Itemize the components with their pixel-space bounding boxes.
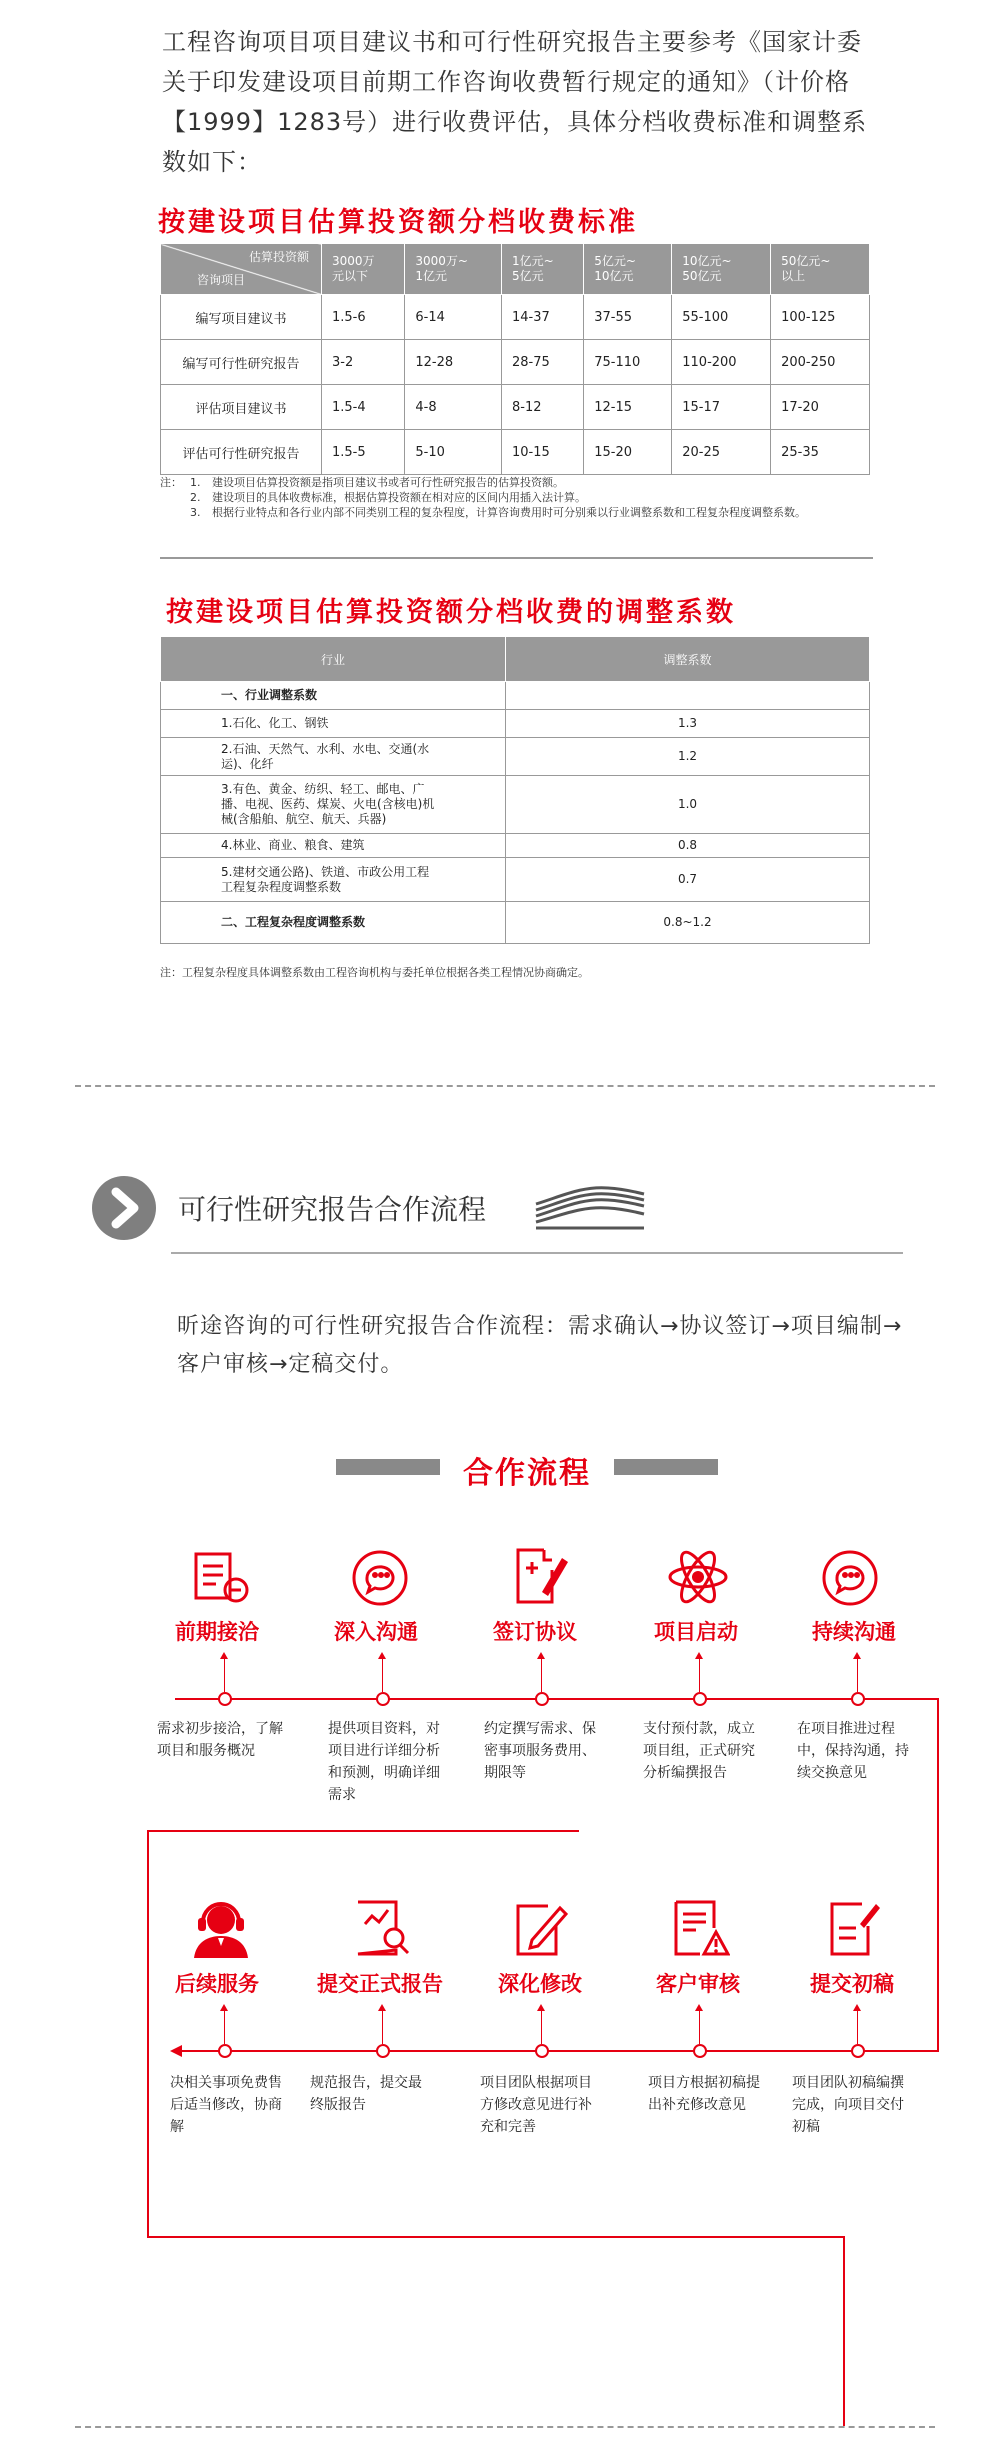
adjustment-note: 注：工程复杂程度具体调整系数由工程咨询机构与委托单位根据各类工程情况协商确定。: [160, 966, 589, 979]
step-label: 提交初稿: [810, 1972, 894, 1996]
table-cell: 15-20: [584, 430, 672, 475]
step-description: 项目团队初稿编撰完成，向项目交付初稿: [792, 2075, 904, 2135]
step-description: 提供项目资料，对项目进行详细分析和预测，明确详细需求: [328, 1721, 440, 1803]
row-label: 评估项目建议书: [161, 385, 322, 430]
timeline-line: [147, 1830, 149, 2238]
step-label: 深化修改: [498, 1972, 582, 1996]
row-label: 编写项目建议书: [161, 295, 322, 340]
row-label: 编写可行性研究报告: [161, 340, 322, 385]
note-row: 3. 根据行业特点和各行业内部不同类别工程的复杂程度，计算咨询费用时可分别乘以行业调整系数和工程复杂程度调整系数。: [190, 506, 806, 519]
step-label: 提交正式报告: [317, 1972, 443, 1996]
arrow-up-icon: [224, 1658, 225, 1692]
timeline-line: [147, 2236, 845, 2238]
timeline-node: [376, 2044, 390, 2058]
flow-title: 合作流程: [463, 1456, 591, 1491]
note-row: 2. 建设项目的具体收费标准，根据估算投资额在相对应的区间内用插入法计算。: [190, 491, 586, 504]
table-cell: 8-12: [501, 385, 583, 430]
step-label: 项目启动: [654, 1620, 738, 1644]
table-row: 3.有色、黄金、纺织、轻工、邮电、广播、电视、医药、煤炭、火电(含核电)机械(含船舶、航空、航天、兵器) 1.0: [161, 776, 870, 834]
timeline-node: [535, 2044, 549, 2058]
table-cell: 10-15: [501, 430, 583, 475]
table-header-row: [161, 637, 870, 682]
column-header: 5亿元~ 10亿元: [584, 244, 672, 295]
table-cell: 1.5-6: [322, 295, 405, 340]
cooperation-title: 可行性研究报告合作流程: [178, 1193, 487, 1226]
intro-paragraph: 工程咨询项目项目建议书和可行性研究报告主要参考《国家计委关于印发建设项目前期工作咨询收费暂行规定的通知》（计价格【1999】1283号）进行收费评估，具体分档收费标准和调整系数如下：: [162, 28, 868, 176]
step-label: 客户审核: [656, 1972, 740, 1996]
table-row: 4.林业、商业、粮食、建筑 0.8: [161, 834, 870, 858]
report-search-icon: [352, 1898, 412, 1960]
table-cell: 12-28: [405, 340, 502, 385]
arrow-up-icon: [857, 1658, 858, 1692]
column-header: 3000万 元以下: [322, 244, 405, 295]
column-header: 1亿元~ 5亿元: [501, 244, 583, 295]
arrow-up-icon: [382, 2010, 383, 2044]
row-label: 评估可行性研究报告: [161, 430, 322, 475]
step-label: 签订协议: [493, 1620, 577, 1644]
arrow-up-icon: [541, 1658, 542, 1692]
step-label: 持续沟通: [812, 1620, 896, 1644]
table-row: 1.石化、化工、钢铁 1.3: [161, 710, 870, 738]
timeline-node: [218, 2044, 232, 2058]
contract-edit-icon: [512, 1546, 568, 1608]
table-cell: 3-2: [322, 340, 405, 385]
draft-submit-icon: [826, 1898, 882, 1960]
step-description: 决相关事项免费售后适当修改，协商解: [170, 2075, 282, 2135]
timeline-node: [693, 2044, 707, 2058]
arrow-up-icon: [857, 2010, 858, 2044]
step-description: 在项目推进过程中，保持沟通，持续交换意见: [797, 1721, 909, 1781]
column-header: 50亿元~ 以上: [771, 244, 870, 295]
fee-standard-title: 按建设项目估算投资额分档收费标准: [158, 207, 638, 238]
notes-label: 注：: [160, 476, 182, 489]
corner-bottom-label: 咨询项目: [197, 273, 246, 287]
table-cell: 200-250: [771, 340, 870, 385]
dashed-divider: [75, 2426, 935, 2428]
column-header: 10亿元~ 50亿元: [672, 244, 771, 295]
table-row: [161, 295, 870, 340]
step-description: 规范报告，提交最终版报告: [310, 2075, 422, 2113]
corner-top-label: 估算投资额: [248, 250, 309, 264]
step-label: 前期接洽: [175, 1620, 259, 1644]
chat-bubble-icon: [820, 1548, 880, 1608]
table-row: [161, 340, 870, 385]
review-warning-icon: [670, 1898, 730, 1960]
step-description: 需求初步接洽，了解项目和服务概况: [157, 1721, 283, 1759]
arrow-up-icon: [699, 2010, 700, 2044]
timeline-line: [843, 2236, 845, 2426]
arrow-up-icon: [699, 1658, 700, 1692]
step-label: 后续服务: [175, 1972, 259, 1996]
table-cell: 110-200: [672, 340, 771, 385]
table-cell: 28-75: [501, 340, 583, 385]
column-header: 行业: [161, 637, 506, 682]
note-row: 注： 1. 建设项目估算投资额是指项目建议书或者可行性研究报告的估算投资额。: [160, 476, 564, 489]
table-row: [161, 430, 870, 475]
table-row: 5.建材交通公路)、铁道、市政公用工程 工程复杂程度调整系数 0.7: [161, 858, 870, 902]
title-underline: [171, 1252, 903, 1254]
table-cell: 55-100: [672, 295, 771, 340]
table-cell: 37-55: [584, 295, 672, 340]
table-cell: 14-37: [501, 295, 583, 340]
chat-bubble-icon: [350, 1548, 410, 1608]
arrow-up-icon: [224, 2010, 225, 2044]
step-description: 支付预付款，成立项目组，正式研究分析编撰报告: [643, 1721, 755, 1781]
fee-notes: [160, 475, 880, 520]
edit-pen-icon: [512, 1898, 568, 1960]
table-cell: 1.5-5: [322, 430, 405, 475]
fee-standard-table: [160, 243, 870, 475]
title-bar-left: [336, 1459, 440, 1475]
timeline-line: [147, 1830, 579, 1832]
table-cell: 4-8: [405, 385, 502, 430]
table-header-row: [161, 244, 870, 295]
timeline-node: [218, 1692, 232, 1706]
section-divider: [160, 557, 873, 559]
step-label: 深入沟通: [334, 1620, 418, 1644]
table-cell: 5-10: [405, 430, 502, 475]
table-corner-cell: [161, 244, 322, 295]
table-cell: 17-20: [771, 385, 870, 430]
atom-icon: [666, 1546, 730, 1608]
step-description: 项目方根据初稿提出补充修改意见: [648, 2075, 760, 2113]
table-cell: 75-110: [584, 340, 672, 385]
column-header: 3000万~ 1亿元: [405, 244, 502, 295]
document-icon: [190, 1550, 252, 1606]
dashed-divider: [75, 1085, 935, 1087]
timeline-line: [178, 2050, 939, 2052]
column-header: 调整系数: [506, 637, 870, 682]
title-bar-right: [614, 1459, 718, 1475]
timeline-node: [851, 2044, 865, 2058]
table-cell: 100-125: [771, 295, 870, 340]
table-row: 一、行业调整系数: [161, 682, 870, 710]
arrow-left-icon: [170, 2043, 184, 2059]
arrow-up-icon: [382, 1658, 383, 1692]
table-cell: 20-25: [672, 430, 771, 475]
timeline-node: [851, 1692, 865, 1706]
process-intro: 昕途咨询的可行性研究报告合作流程：需求确认→协议签订→项目编制→客户审核→定稿交付。: [177, 1314, 903, 1377]
step-description: 约定撰写需求、保密事项服务费用、期限等: [484, 1721, 596, 1781]
table-cell: 6-14: [405, 295, 502, 340]
table-cell: 1.5-4: [322, 385, 405, 430]
table-cell: 25-35: [771, 430, 870, 475]
timeline-node: [693, 1692, 707, 1706]
table-row: 2.石油、天然气、水利、水电、交通(水运)、化纤 1.2: [161, 738, 870, 776]
adjustment-table: [160, 636, 870, 944]
table-row: 二、工程复杂程度调整系数 0.8~1.2: [161, 902, 870, 944]
timeline-line: [175, 1698, 939, 1700]
headset-service-icon: [188, 1898, 254, 1960]
table-cell: 12-15: [584, 385, 672, 430]
step-description: 项目团队根据项目方修改意见进行补充和完善: [480, 2075, 592, 2135]
table-cell: 15-17: [672, 385, 771, 430]
adjustment-title: 按建设项目估算投资额分档收费的调整系数: [166, 597, 736, 628]
wave-lines-icon: [532, 1182, 648, 1232]
arrow-right-icon: [92, 1176, 156, 1240]
table-row: [161, 385, 870, 430]
arrow-up-icon: [541, 2010, 542, 2044]
timeline-node: [535, 1692, 549, 1706]
timeline-node: [376, 1692, 390, 1706]
